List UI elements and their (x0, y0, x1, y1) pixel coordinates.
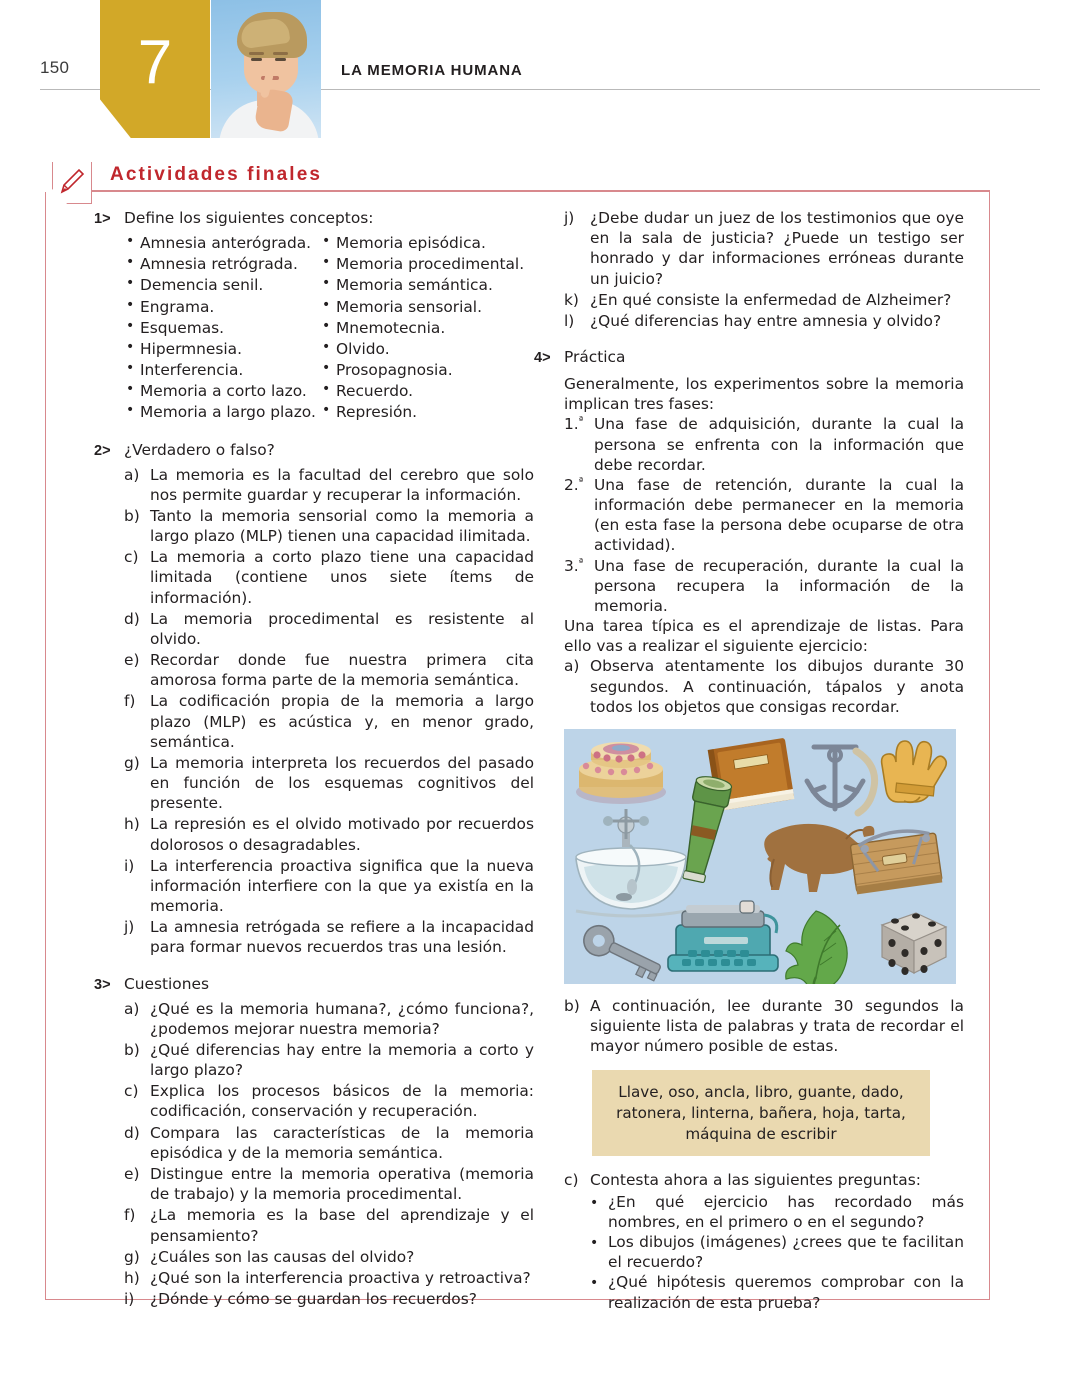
item-label: k) (564, 290, 579, 309)
item-label: a) (124, 465, 140, 484)
list-item (124, 753, 534, 814)
unit-photo (211, 0, 321, 138)
list-item (124, 650, 534, 690)
page-header (0, 0, 1080, 145)
list-item: • Recuerdo. (320, 381, 524, 401)
exercise-4 (534, 347, 964, 1313)
item-text: La memoria a corto plazo tiene una capacidad limitada (contiene unos siete ítems de información). (150, 548, 534, 607)
list-item: • Interferencia. (124, 360, 320, 380)
cake-illustration (576, 742, 666, 804)
list-item: • Memoria semántica. (320, 275, 524, 295)
leaf-illustration (786, 911, 847, 984)
exercise-2-head (94, 440, 534, 461)
list-item: • Esquemas. (124, 318, 320, 338)
list-item (564, 656, 964, 717)
item-text: Distingue entre la memoria operativa (memoria de trabajo) y la memoria procedimental. (150, 1165, 534, 1204)
typewriter-illustration (668, 901, 778, 971)
list-item (590, 1192, 964, 1232)
anchor-illustration (807, 747, 875, 813)
exercise-3 (94, 974, 534, 1310)
item-text: La memoria procedimental es resistente al olvido. (150, 609, 534, 648)
exercise-3-number: 3> (94, 976, 111, 993)
exercise-3-items-right (564, 208, 964, 331)
concept-list-col1 (124, 233, 320, 424)
item-label: e) (124, 1165, 140, 1183)
phase-ordinal: 1.$^ª$ (564, 415, 584, 434)
right-column (534, 208, 964, 1329)
item-text: ¿Qué es la memoria humana?, ¿cómo funciona?, ¿podemos mejorar nuestra memoria? (150, 999, 534, 1038)
item-text: ¿Qué diferencias hay entre la memoria a corto y largo plazo? (150, 1040, 534, 1080)
list-item (564, 1170, 964, 1190)
item-text: ¿Debe dudar un juez de los testimonios que oye en la sala de justicia? ¿Puede un testigo ser honrado y dar informaciones erróneas durante un juicio? (590, 209, 964, 288)
item-label: g) (124, 753, 140, 772)
list-item: • Engrama. (124, 297, 320, 317)
item-label: a) (564, 657, 580, 676)
item-text: La represión es el olvido motivado por recuerdos dolorosos o desagradables. (150, 815, 534, 854)
exercise-2-title: ¿Verdadero o falso? (124, 440, 275, 459)
mousetrap-illustration (849, 826, 942, 894)
word-list-box: Llave, oso, ancla, libro, guante, dado, ratonera, linterna, bañera, hoja, tarta, máquina de escribir (592, 1070, 930, 1156)
list-item: • Memoria procedimental. (320, 254, 524, 274)
item-label: b) (124, 1040, 140, 1059)
item-text: ¿La memoria es la base del aprendizaje y el pensamiento? (150, 1206, 534, 1245)
list-item (590, 1232, 964, 1272)
item-label: i) (124, 856, 135, 875)
list-item: • Demencia senil. (124, 275, 320, 295)
list-item: • Memoria a largo plazo. (124, 402, 320, 422)
item-text: La codificación propia de la memoria a largo plazo (MLP) es acústica y, en menor grado, semántica. (150, 692, 534, 751)
list-item (564, 996, 964, 1057)
dice-illustration (882, 913, 946, 975)
item-label: h) (124, 815, 140, 834)
list-item (124, 1040, 534, 1080)
list-item (124, 1205, 534, 1245)
exercise-4-title: Práctica (564, 348, 626, 367)
list-item (124, 609, 534, 649)
photo-eye-right (275, 58, 286, 61)
list-item (124, 856, 534, 917)
list-item (124, 1164, 534, 1204)
list-item (124, 1081, 534, 1121)
item-text: Contesta ahora a las siguientes preguntas: (590, 1171, 921, 1190)
bullet-icon: • (590, 1275, 599, 1292)
bullet-text: Los dibujos (imágenes) ¿crees que te facilitan el recuerdo? (608, 1232, 964, 1272)
item-label: j) (564, 209, 575, 227)
item-text: ¿Dónde y cómo se guardan los recuerdos? (150, 1290, 477, 1309)
item-text: Tanto la memoria sensorial como la memoria a largo plazo (MLP) tienen una capacidad ilimitada. (150, 506, 534, 546)
item-text: La interferencia proactiva significa que la nueva información interfiere con la que ya existía en la memoria. (150, 856, 534, 916)
list-item: • Memoria sensorial. (320, 297, 524, 317)
list-item (124, 917, 534, 957)
list-item (124, 1123, 534, 1163)
list-item (124, 1268, 534, 1288)
exercise-4-item-c (564, 1170, 964, 1190)
sink-illustration (576, 809, 686, 916)
list-item: • Hipermnesia. (124, 339, 320, 359)
list-item: • Amnesia anterógrada. (124, 233, 320, 253)
list-item (564, 414, 964, 475)
list-item: • Memoria episódica. (320, 233, 524, 253)
item-text: ¿En qué consiste la enfermedad de Alzheimer? (590, 290, 952, 309)
list-item (124, 814, 534, 854)
list-item (564, 208, 964, 289)
item-label: l) (564, 311, 575, 330)
unit-number: 7 (137, 28, 173, 97)
list-item (564, 475, 964, 556)
item-label: c) (564, 1171, 579, 1190)
phase-ordinal: 3.$^ª$ (564, 556, 584, 575)
exercise-1 (94, 208, 534, 424)
bullet-text: ¿En qué ejercicio has recordado más nombres, en el primero o en el segundo? (608, 1192, 964, 1231)
glove-illustration (882, 741, 947, 802)
item-label: e) (124, 651, 140, 670)
activities-box (45, 192, 990, 1312)
exercise-4-head (534, 347, 964, 368)
exercise-4-item-c-bullets (564, 1192, 964, 1313)
item-label: d) (124, 1123, 140, 1142)
memory-objects-figure (564, 729, 956, 984)
section-title: Actividades finales (110, 164, 323, 185)
item-label: b) (564, 996, 580, 1015)
list-item: • Olvido. (320, 339, 524, 359)
item-label: j) (124, 918, 135, 937)
item-text: A continuación, lee durante 30 segundos la siguiente lista de palabras y trata de recordar el mayor número posible de estas. (590, 996, 964, 1056)
item-text: Observa atentamente los dibujos durante 30 segundos. A continuación, tápalos y anota todos los objetos que consigas recordar. (590, 657, 964, 716)
section-heading (52, 164, 990, 192)
item-text: ¿Qué diferencias hay entre amnesia y olvido? (590, 311, 942, 330)
list-item (124, 999, 534, 1039)
item-text: ¿Cuáles son las causas del olvido? (150, 1247, 415, 1266)
item-label: f) (124, 692, 136, 711)
list-item (564, 290, 964, 310)
key-illustration (579, 921, 666, 984)
exercise-1-number: 1> (94, 211, 111, 227)
bullet-text: ¿Qué hipótesis queremos comprobar con la realización de esta prueba? (608, 1273, 964, 1312)
exercise-2 (94, 440, 534, 958)
exercise-1-title: Define los siguientes conceptos: (124, 209, 374, 227)
phase-text: Una fase de adquisición, durante la cual la persona se enfrenta con la información que debe recordar. (594, 415, 964, 474)
exercise-4-phases (564, 414, 964, 616)
list-item (590, 1272, 964, 1312)
phase-ordinal: 2.$^ª$ (564, 475, 584, 494)
item-label: i) (124, 1290, 135, 1309)
list-item: • Amnesia retrógrada. (124, 254, 320, 274)
photo-eye-left (251, 58, 262, 61)
concept-lists (94, 233, 534, 424)
phase-text: Una fase de recuperación, durante la cual la persona recupera la información de la memoria. (594, 556, 964, 615)
list-item (564, 556, 964, 617)
exercise-3-head (94, 974, 534, 995)
list-item (124, 1289, 534, 1309)
concept-list-col2 (320, 233, 524, 424)
exercise-2-number: 2> (94, 442, 111, 459)
list-item: • Memoria a corto lazo. (124, 381, 320, 401)
phase-text: Una fase de retención, durante la cual la información debe permanecer en la memoria (en esta fase la persona debe ocuparse de otra actividad). (594, 475, 964, 555)
item-text: ¿Qué son la interferencia proactiva y retroactiva? (150, 1268, 531, 1287)
list-item (564, 311, 964, 331)
item-text: La memoria interpreta los recuerdos del pasado en función de los esquemas cognitivos del presente. (150, 753, 534, 813)
bullet-icon: • (590, 1194, 599, 1211)
bullet-icon: • (590, 1234, 599, 1251)
list-item (124, 1247, 534, 1267)
item-label: d) (124, 609, 140, 628)
item-label: c) (124, 548, 139, 567)
item-label: b) (124, 506, 140, 525)
item-label: f) (124, 1206, 136, 1225)
photo-brow-right (273, 52, 288, 55)
exercise-4-number: 4> (534, 350, 551, 367)
chapter-title: LA MEMORIA HUMANA (341, 62, 523, 79)
list-item: • Prosopagnosia. (320, 360, 524, 380)
item-label: h) (124, 1268, 140, 1287)
photo-brow-left (249, 52, 264, 55)
list-item (124, 506, 534, 546)
item-text: Explica los procesos básicos de la memoria: codificación, conservación y recuperación. (150, 1082, 534, 1121)
exercise-3-items-left (94, 999, 534, 1310)
exercise-2-items (94, 465, 534, 958)
exercise-4-item-a (564, 656, 964, 717)
exercise-4-intro: Generalmente, los experimentos sobre la memoria implican tres fases: (564, 375, 964, 414)
item-label: a) (124, 999, 140, 1018)
exercise-4-item-b (564, 996, 964, 1057)
list-item (124, 691, 534, 752)
list-item (124, 465, 534, 505)
item-label: g) (124, 1247, 140, 1266)
list-item: • Mnemotecnia. (320, 318, 524, 338)
page-number: 150 (40, 58, 70, 77)
item-label: c) (124, 1082, 139, 1101)
exercise-3-title: Cuestiones (124, 974, 209, 993)
item-text: Compara las características de la memoria episódica y de la memoria semántica. (150, 1123, 534, 1162)
exercise-4-task-intro: Una tarea típica es el aprendizaje de listas. Para ello vas a realizar el siguiente ejercicio: (564, 617, 964, 656)
item-text: Recordar donde fue nuestra primera cita amorosa forma parte de la memoria semántica. (150, 651, 534, 690)
left-column (94, 208, 534, 1325)
list-item: • Represión. (320, 402, 524, 422)
list-item (124, 547, 534, 608)
exercise-1-head (94, 208, 534, 229)
item-text: La amnesia retrógada se refiere a la incapacidad para formar nuevos recuerdos tras una lesión. (150, 918, 534, 957)
item-text: La memoria es la facultad del cerebro que solo nos permite guardar y recuperar la información. (150, 465, 534, 504)
